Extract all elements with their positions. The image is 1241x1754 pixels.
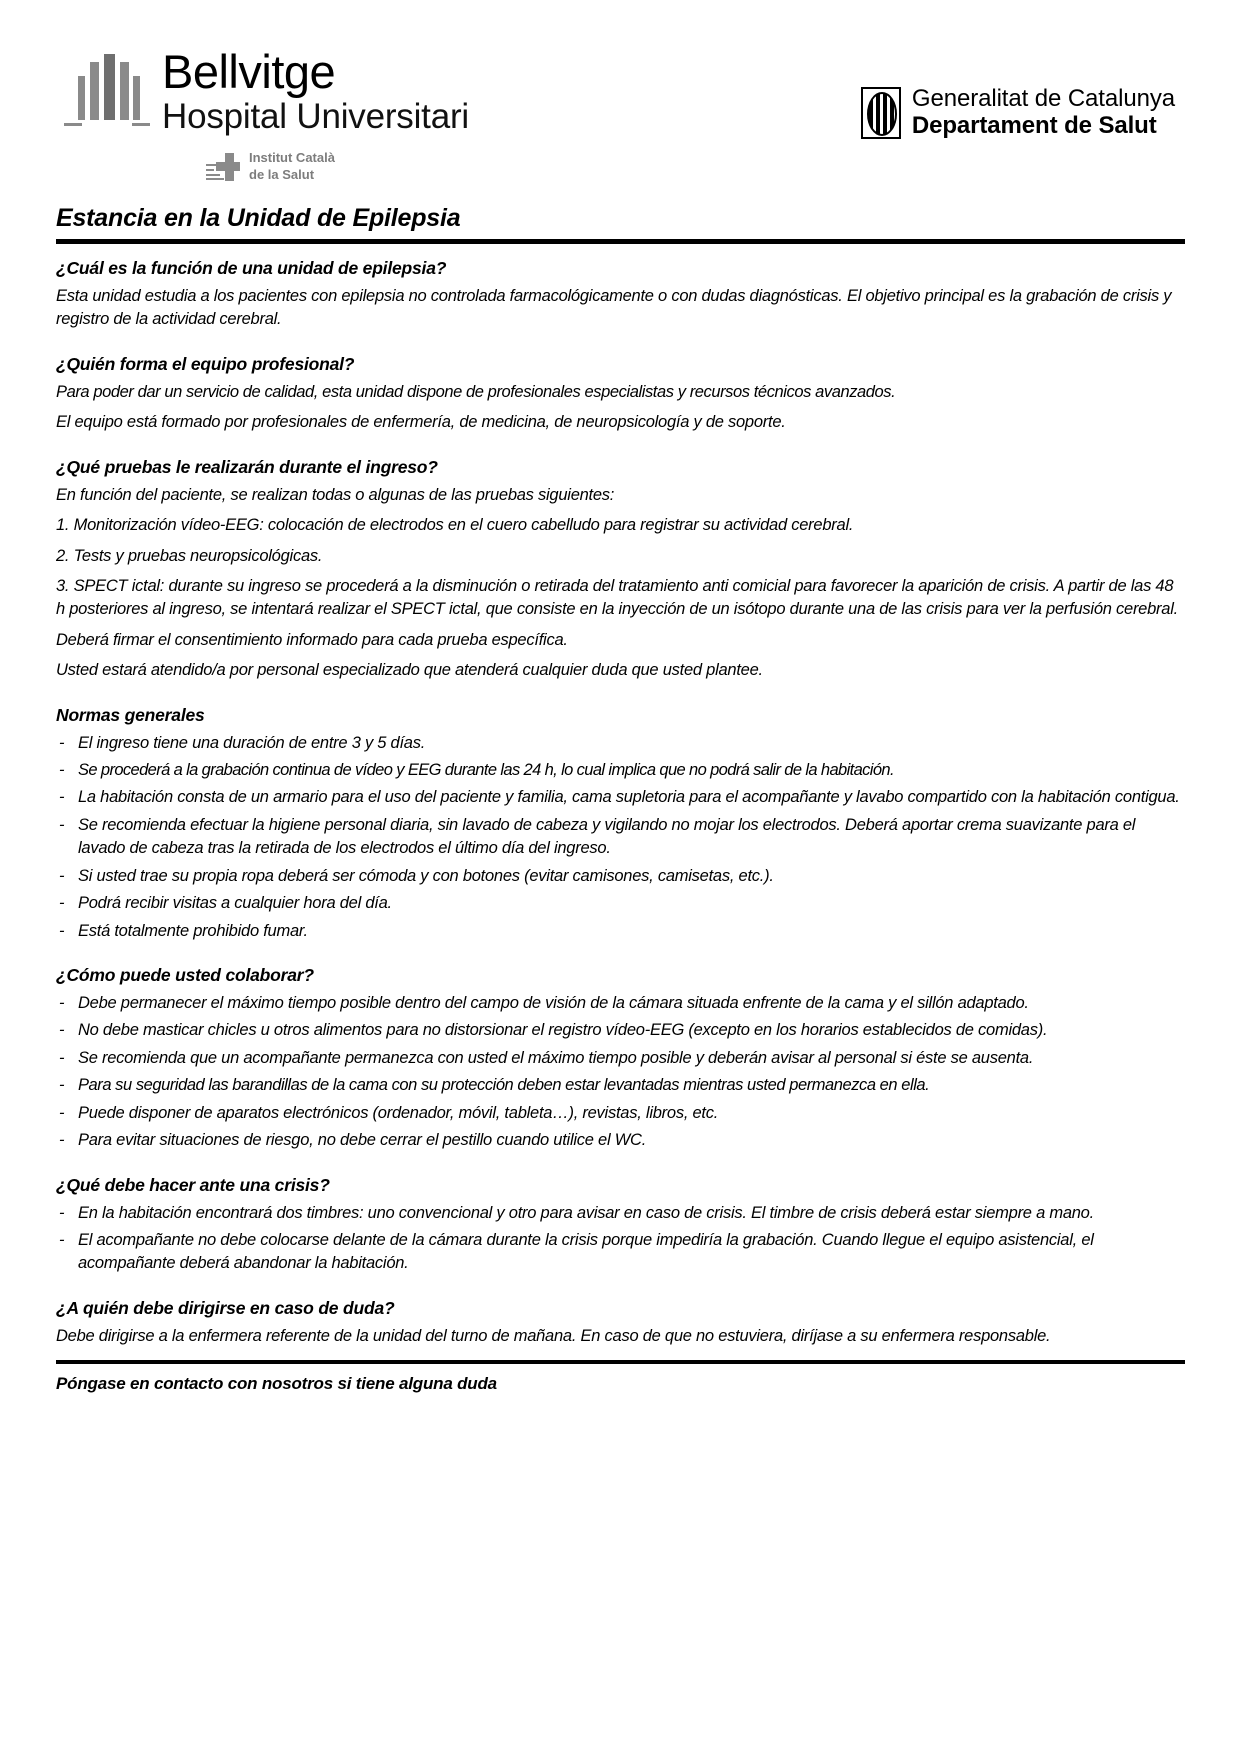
footer-contact-note: Póngase en contacto con nosotros si tiene alguna duda [56,1374,497,1394]
logo-row [56,45,1185,183]
generalitat-wordmark [912,86,1175,140]
section-heading-colaborar: ¿Cómo puede usted colaborar? [56,965,314,986]
generalitat-line-1: Generalitat de Catalunya [911,85,1175,112]
bellvitge-wordmark [162,45,470,136]
section-duda-paragraph: Debe dirigirse a la enfermera referente de la unidad del turno de mañana. En caso de que no estuviera, diríjase a su enfermera responsable. [56,1326,1051,1345]
list-item: - Podrá recibir visitas a cualquier hora del día. [56,892,1185,915]
section-heading-duda: ¿A quién debe dirigirse en caso de duda? [56,1297,395,1318]
bellvitge-logo-block [56,45,470,183]
list-item: - En la habitación encontrará dos timbres: uno convencional y otro para avisar en caso de crisis. El timbre de crisis deberá estar siempre a mano. [56,1202,1185,1225]
colaborar-list [56,992,1185,1153]
section-funcion-paragraph: Esta unidad estudia a los pacientes con epilepsia no controlada farmacológicamente o con dudas diagnósticas. El objetivo principal es la grabación de crisis y registro de la actividad cerebral. [56,287,1172,329]
list-item: - El ingreso tiene una duración de entre 3 y 5 días. [56,732,1185,755]
list-item: - Para su seguridad las barandillas de la cama con su protección deben estar levantadas mientras usted permanezca en ella. [56,1074,1185,1097]
list-item: - Puede disponer de aparatos electrónicos (ordenador, móvil, tableta…), revistas, libros, etc. [56,1102,1185,1125]
generalitat-shield-icon [861,87,901,139]
title-divider [56,239,1185,244]
section-heading-equipo: ¿Quién forma el equipo profesional? [56,353,355,374]
bellvitge-logo [64,45,470,136]
crisis-list [56,1202,1185,1276]
institut-catala-salut-logo [206,150,469,183]
list-item: - Para evitar situaciones de riesgo, no debe cerrar el pestillo cuando utilice el WC. [56,1129,1185,1152]
list-item: - No debe masticar chicles u otros alimentos para no distorsionar el registro vídeo-EEG (excepto en los horarios establecidos de comidas). [56,1019,1185,1042]
section-pruebas-item-2: 2. Tests y pruebas neuropsicológicas. [56,546,323,565]
bellvitge-subtitle: Hospital Universitari [162,96,470,136]
ics-line-1: Institut Català [249,150,335,166]
document-content [0,204,1241,1394]
bellvitge-title: Bellvitge [162,45,336,98]
list-item: - Se recomienda efectuar la higiene personal diaria, sin lavado de cabeza y vigilando no mojar los electrodos. Deberá aportar crema suavizante para el lavado de cabeza tras la retirada de los electrodos el último día del ingreso. [56,814,1185,861]
section-heading-pruebas: ¿Qué pruebas le realizarán durante el ingreso? [56,456,438,477]
generalitat-line-2: Departament de Salut [911,111,1157,139]
list-item: - Se recomienda que un acompañante permanezca con usted el máximo tiempo posible y deberán avisar al personal si éste se ausenta. [56,1047,1185,1070]
section-heading-crisis: ¿Qué debe hacer ante una crisis? [56,1174,330,1195]
generalitat-logo [861,86,1175,140]
section-pruebas-intro: En función del paciente, se realizan todas o algunas de las pruebas siguientes: [56,485,615,504]
section-pruebas-atencion: Usted estará atendido/a por personal especializado que atenderá cualquier duda que usted plantee. [56,661,763,680]
ics-line-2: de la Salut [249,166,315,182]
section-pruebas-item-1: 1. Monitorización vídeo-EEG: colocación de electrodos en el cuero cabelludo para registrar su actividad cerebral. [56,516,854,535]
section-heading-normas: Normas generales [56,704,205,725]
normas-generales-list [56,732,1185,943]
footer-divider [56,1360,1185,1364]
list-item: - Se procederá a la grabación continua de vídeo y EEG durante las 24 h, lo cual implica que no podrá salir de la habitación. [56,759,1185,782]
health-cross-icon [206,153,240,181]
list-item: - Si usted trae su propia ropa deberá ser cómoda y con botones (evitar camisones, camisetas, etc.). [56,865,1185,888]
section-heading-funcion: ¿Cuál es la función de una unidad de epilepsia? [56,258,447,278]
list-item: - La habitación consta de un armario para el uso del paciente y familia, cama supletoria para el acompañante y lavabo compartido con la habitación contigua. [56,786,1185,809]
list-item: - Está totalmente prohibido fumar. [56,920,1185,943]
section-equipo-paragraph-2: El equipo está formado por profesionales de enfermería, de medicina, de neuropsicología y de soporte. [56,413,786,432]
section-pruebas-consentimiento: Deberá firmar el consentimiento informado para cada prueba específica. [56,630,568,649]
page-header [0,0,1241,200]
page-title: Estancia en la Unidad de Epilepsia [56,204,461,232]
list-item: - El acompañante no debe colocarse delante de la cámara durante la crisis porque impediría la grabación. Cuando llegue el equipo asistencial, el acompañante deberá abandonar la habitación. [56,1229,1185,1276]
bellvitge-building-icon [64,54,150,134]
institut-catala-text [249,150,335,183]
list-item: - Debe permanecer el máximo tiempo posible dentro del campo de visión de la cámara situada enfrente de la cama y el sillón adaptado. [56,992,1185,1015]
section-equipo-paragraph-1: Para poder dar un servicio de calidad, esta unidad dispone de profesionales especialistas y recursos técnicos avanzados. [56,382,896,401]
section-pruebas-item-3: 3. SPECT ictal: durante su ingreso se procederá a la disminución o retirada del tratamiento anti comicial para favorecer la aparición de crisis. A partir de las 48 h posteriores al ingreso, se intentará realizar el SPECT ictal, que consiste en la inyección de un isótopo durante una de las crisis para ver la perfusión cerebral. [56,576,1178,619]
